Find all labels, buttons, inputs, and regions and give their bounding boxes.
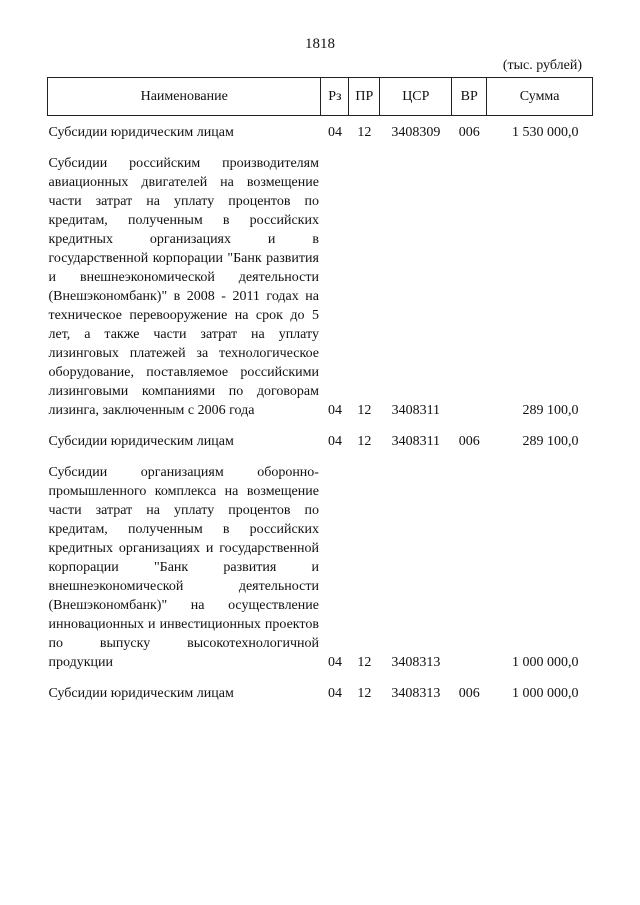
row-rz: 04 [327, 434, 342, 449]
row-sum: 1 000 000,0 [512, 655, 579, 670]
row-sum: 1 530 000,0 [512, 125, 579, 140]
header-pr: ПР [349, 78, 380, 116]
row-vr [452, 463, 487, 672]
row-vr: 006 [458, 125, 480, 140]
header-rz: Рз [321, 78, 349, 116]
header-sum: Сумма [487, 78, 593, 116]
row-csr: 3408311 [391, 434, 441, 449]
row-vr [452, 154, 487, 420]
row-name: Субсидии юридическим лицам [48, 434, 234, 449]
row-name: Субсидии организациям оборонно-промышленного комплекса на возмещение части затрат на уплату процентов по кредитам, полученным в российских кредитных организациях и государственной корпорации "Банк развития и внешнеэкономической деятельности (Внешэкономбанк)" на осуществление инновационных и инвестиционных проектов по выпуску высокотехнологичной продукции [48, 465, 319, 670]
row-pr: 12 [357, 403, 372, 418]
row-csr: 3408313 [391, 655, 441, 670]
row-csr: 3408311 [391, 403, 441, 418]
row-csr: 3408313 [391, 686, 441, 701]
unit-note: (тыс. рублей) [502, 58, 582, 73]
row-sum: 289 100,0 [522, 403, 579, 418]
row-rz: 04 [327, 125, 342, 140]
budget-table [47, 77, 593, 703]
table-row [48, 154, 593, 420]
row-name: Субсидии юридическим лицам [48, 125, 234, 140]
table-row [48, 684, 593, 703]
row-pr: 12 [357, 125, 372, 140]
row-sum: 1 000 000,0 [512, 686, 579, 701]
row-rz: 04 [327, 655, 342, 670]
row-vr: 006 [458, 686, 480, 701]
row-sum: 289 100,0 [522, 434, 579, 449]
row-pr: 12 [357, 434, 372, 449]
header-csr: ЦСР [380, 78, 452, 116]
row-pr: 12 [357, 655, 372, 670]
row-rz: 04 [327, 686, 342, 701]
table-header-row [48, 78, 593, 116]
table-row [48, 432, 593, 451]
row-rz: 04 [327, 403, 342, 418]
table-row [48, 463, 593, 672]
row-csr: 3408309 [391, 125, 441, 140]
table-row [48, 116, 593, 143]
header-name: Наименование [48, 78, 321, 116]
row-name: Субсидии юридическим лицам [48, 686, 234, 701]
row-vr: 006 [458, 434, 480, 449]
page-number: 1818 [305, 36, 335, 52]
row-name: Субсидии российским производителям авиационных двигателей на возмещение части затрат на уплату процентов по кредитам, полученным в российских кредитных организациях и в государственной корпорации "Банк развития и внешнеэкономической деятельности (Внешэкономбанк)" в 2008 - 2011 годах на техническое перевооружение на срок до 5 лет, а также части затрат на уплату лизинговых платежей за технологическое оборудование, поставляемое российскими лизинговыми компаниями по договорам лизинга, заключенным с 2006 года [48, 156, 319, 418]
header-vr: ВР [452, 78, 487, 116]
row-pr: 12 [357, 686, 372, 701]
